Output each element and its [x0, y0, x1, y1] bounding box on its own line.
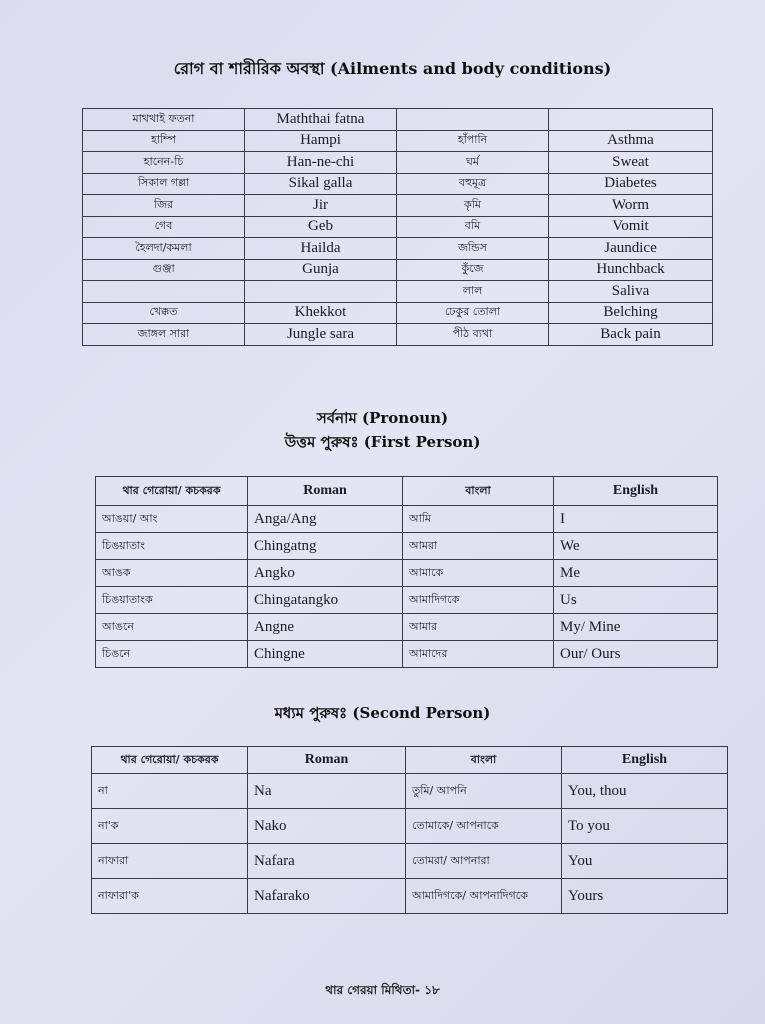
- pronoun-heading: সর্বনাম (Pronoun): [316, 409, 449, 427]
- table-cell: Hailda: [245, 238, 397, 260]
- table-cell: Sikal galla: [245, 173, 397, 195]
- table-cell: Na: [248, 774, 406, 809]
- table-cell: You: [562, 844, 728, 879]
- table-cell: চিঙনে: [96, 641, 248, 668]
- table-cell: না: [92, 774, 248, 809]
- table-cell: Han-ne-chi: [245, 152, 397, 174]
- header-cell: Roman: [248, 477, 403, 506]
- table-cell: চিঙয়াতাংক: [96, 587, 248, 614]
- table-row: [83, 130, 713, 152]
- table-row: [83, 259, 713, 281]
- table-cell: তুমি/ আপনি: [406, 774, 562, 809]
- table-header-row: [92, 747, 728, 774]
- table-cell: গুঞ্জা: [83, 259, 245, 281]
- table-cell: চিঙয়াতাং: [96, 533, 248, 560]
- table-cell: হাম্পি: [83, 130, 245, 152]
- table-cell: Our/ Ours: [554, 641, 718, 668]
- table-cell: কৃমি: [397, 195, 549, 217]
- table-cell: নাফারা'ক: [92, 879, 248, 914]
- table-cell: আমরা: [403, 533, 554, 560]
- header-cell: বাংলা: [406, 747, 562, 774]
- table-cell: হৈলদা/কমলা: [83, 238, 245, 260]
- table-cell: Geb: [245, 216, 397, 238]
- table-cell: Nafara: [248, 844, 406, 879]
- table-row: [92, 879, 728, 914]
- first-person-table: [95, 476, 718, 668]
- table-cell: আঙয়া/ আং: [96, 506, 248, 533]
- table-header-row: [96, 477, 718, 506]
- header-cell: English: [554, 477, 718, 506]
- table-cell: Asthma: [549, 130, 713, 152]
- table-cell: আমাদিগকে/ আপনাদিগকে: [406, 879, 562, 914]
- table-row: [96, 506, 718, 533]
- table-cell: [549, 109, 713, 131]
- table-cell: Us: [554, 587, 718, 614]
- table-cell: খেক্কত: [83, 302, 245, 324]
- table-cell: Belching: [549, 302, 713, 324]
- table-row: [83, 324, 713, 346]
- table-cell: আমার: [403, 614, 554, 641]
- table-cell: [245, 281, 397, 303]
- table-cell: আঙনে: [96, 614, 248, 641]
- table-cell: Back pain: [549, 324, 713, 346]
- ailments-table: [82, 108, 713, 346]
- table-cell: Vomit: [549, 216, 713, 238]
- header-cell: English: [562, 747, 728, 774]
- table-cell: Diabetes: [549, 173, 713, 195]
- table-cell: তোমরা/ আপনারা: [406, 844, 562, 879]
- table-cell: আমাকে: [403, 560, 554, 587]
- table-cell: হাঁপানি: [397, 130, 549, 152]
- table-cell: নাফারা: [92, 844, 248, 879]
- table-cell: Nafarako: [248, 879, 406, 914]
- table-cell: বহুমূত্র: [397, 173, 549, 195]
- table-cell: Yours: [562, 879, 728, 914]
- table-cell: জন্ডিস: [397, 238, 549, 260]
- table-cell: I: [554, 506, 718, 533]
- table-row: [83, 302, 713, 324]
- table-row: [83, 152, 713, 174]
- ailments-heading: রোগ বা শারীরিক অবস্থা (Ailments and body conditions): [173, 59, 612, 78]
- table-row: [83, 195, 713, 217]
- table-row: [96, 641, 718, 668]
- table-cell: আমাদের: [403, 641, 554, 668]
- table-cell: কুঁজে: [397, 259, 549, 281]
- table-cell: হানেন-চি: [83, 152, 245, 174]
- table-cell: জির: [83, 195, 245, 217]
- second-person-heading: মধ্যম পুরুষঃ (Second Person): [274, 704, 491, 722]
- header-cell: Roman: [248, 747, 406, 774]
- table-cell: Jungle sara: [245, 324, 397, 346]
- table-cell: আঙক: [96, 560, 248, 587]
- table-cell: জাঙ্গল সারা: [83, 324, 245, 346]
- table-cell: Angko: [248, 560, 403, 587]
- table-cell: Jir: [245, 195, 397, 217]
- table-cell: Angne: [248, 614, 403, 641]
- table-row: [92, 774, 728, 809]
- table-cell: My/ Mine: [554, 614, 718, 641]
- table-cell: Worm: [549, 195, 713, 217]
- table-cell: গেব: [83, 216, 245, 238]
- table-cell: Chingatng: [248, 533, 403, 560]
- table-cell: Nako: [248, 809, 406, 844]
- second-person-table: [91, 746, 728, 914]
- table-cell: আমি: [403, 506, 554, 533]
- table-cell: We: [554, 533, 718, 560]
- table-cell: Sweat: [549, 152, 713, 174]
- header-cell: বাংলা: [403, 477, 554, 506]
- table-cell: না'ক: [92, 809, 248, 844]
- table-cell: Chingatangko: [248, 587, 403, 614]
- table-row: [83, 109, 713, 131]
- page-footer: থার গেরয়া মিথিতা- ১৮: [325, 983, 440, 997]
- header-cell: থার গেরোয়া/ কচকরক: [96, 477, 248, 506]
- table-cell: You, thou: [562, 774, 728, 809]
- table-cell: Jaundice: [549, 238, 713, 260]
- table-cell: [83, 281, 245, 303]
- table-row: [96, 533, 718, 560]
- table-row: [83, 216, 713, 238]
- table-row: [83, 281, 713, 303]
- table-cell: লাল: [397, 281, 549, 303]
- table-cell: Saliva: [549, 281, 713, 303]
- table-cell: পীঠ ব্যথা: [397, 324, 549, 346]
- table-cell: তোমাকে/ আপনাকে: [406, 809, 562, 844]
- table-cell: Anga/Ang: [248, 506, 403, 533]
- table-cell: Me: [554, 560, 718, 587]
- table-row: [92, 809, 728, 844]
- table-cell: [397, 109, 549, 131]
- table-cell: Hampi: [245, 130, 397, 152]
- table-cell: ঘর্ম: [397, 152, 549, 174]
- header-cell: থার গেরোয়া/ কচকরক: [92, 747, 248, 774]
- table-cell: ঢেকুর তোলা: [397, 302, 549, 324]
- table-row: [83, 173, 713, 195]
- table-row: [96, 560, 718, 587]
- table-row: [92, 844, 728, 879]
- table-cell: সিকাল গল্লা: [83, 173, 245, 195]
- table-row: [83, 238, 713, 260]
- table-row: [96, 587, 718, 614]
- table-cell: Maththai fatna: [245, 109, 397, 131]
- first-person-heading: উত্তম পুরুষঃ (First Person): [284, 433, 481, 451]
- table-cell: Gunja: [245, 259, 397, 281]
- table-cell: Chingne: [248, 641, 403, 668]
- table-cell: আমাদিগকে: [403, 587, 554, 614]
- table-cell: Khekkot: [245, 302, 397, 324]
- table-cell: বমি: [397, 216, 549, 238]
- table-cell: Hunchback: [549, 259, 713, 281]
- table-cell: মাথথাই ফতনা: [83, 109, 245, 131]
- table-cell: To you: [562, 809, 728, 844]
- table-row: [96, 614, 718, 641]
